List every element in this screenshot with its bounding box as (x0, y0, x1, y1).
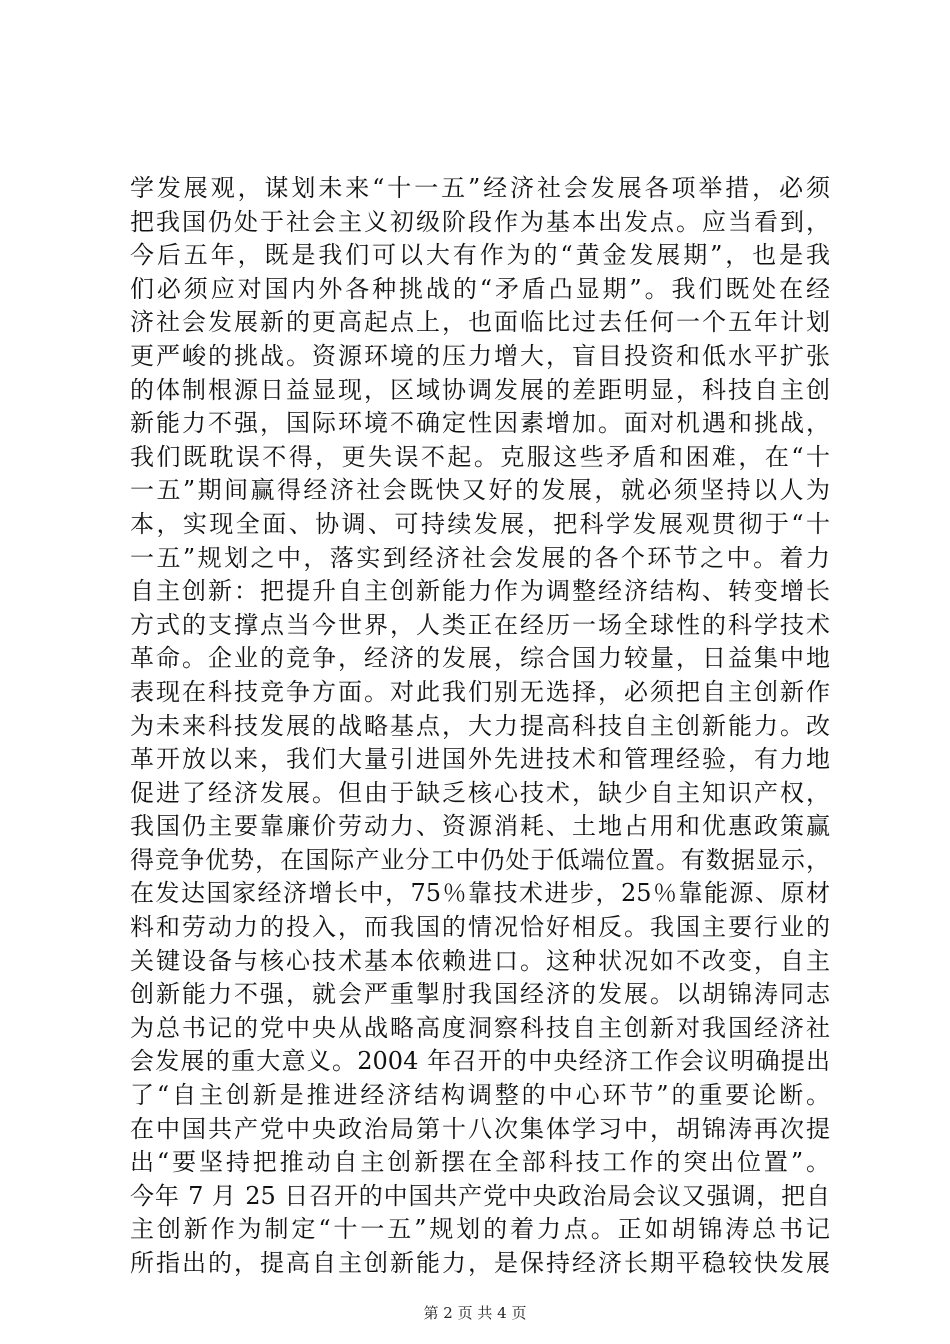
text-line: 为总书记的党中央从战略高度洞察科技自主创新对我国经济社 (130, 1013, 830, 1042)
text-line: 在中国共产党中央政治局第十八次集体学习中，胡锦涛再次提 (130, 1114, 830, 1143)
text-line: 主创新作为制定“十一五”规划的着力点。正如胡锦涛总书记 (130, 1215, 830, 1244)
page-number-label: 第 2 页 共 4 页 (423, 1304, 527, 1322)
text-line: 本，实现全面、协调、可持续发展，把科学发展观贯彻于“十 (130, 509, 830, 538)
text-line: 得竞争优势，在国际产业分工中仍处于低端位置。有数据显示， (130, 845, 830, 874)
text-line: 济社会发展新的更高起点上，也面临比过去任何一个五年计划 (130, 308, 830, 337)
text-line: 为未来科技发展的战略基点，大力提高科技自主创新能力。改 (130, 711, 830, 740)
text-line: 今年 7 月 25 日召开的中国共产党中央政治局会议又强调，把自 (130, 1181, 830, 1210)
text-line: 方式的支撑点当今世界，人类正在经历一场全球性的科学技术 (130, 610, 830, 639)
text-line: 所指出的，提高自主创新能力，是保持经济长期平稳较快发展 (130, 1249, 830, 1277)
text-line: 们必须应对国内外各种挑战的“矛盾凸显期”。我们既处在经 (130, 274, 830, 303)
text-line: 革开放以来，我们大量引进国外先进技术和管理经验，有力地 (130, 745, 830, 774)
text-line: 料和劳动力的投入，而我国的情况恰好相反。我国主要行业的 (130, 913, 830, 942)
page-footer (0, 1303, 950, 1323)
text-line: 的体制根源日益显现，区域协调发展的差距明显，科技自主创 (130, 375, 830, 404)
text-line: 我们既耽误不得，更失误不起。克服这些矛盾和困难，在“十 (130, 442, 830, 471)
text-line: 在发达国家经济增长中，75％靠技术进步，25％靠能源、原材 (130, 879, 830, 908)
body-text (130, 172, 830, 1281)
text-line: 革命。企业的竞争，经济的发展，综合国力较量，日益集中地 (130, 644, 830, 673)
text-line: 表现在科技竞争方面。对此我们别无选择，必须把自主创新作 (130, 677, 830, 706)
text-line: 把我国仍处于社会主义初级阶段作为基本出发点。应当看到， (130, 207, 830, 236)
text-line: 了“自主创新是推进经济结构调整的中心环节”的重要论断。 (130, 1081, 830, 1110)
text-line: 出“要坚持把推动自主创新摆在全部科技工作的突出位置”。 (130, 1148, 830, 1177)
text-line: 我国仍主要靠廉价劳动力、资源消耗、土地占用和优惠政策赢 (130, 812, 830, 841)
text-line: 创新能力不强，就会严重掣肘我国经济的发展。以胡锦涛同志 (130, 980, 830, 1009)
text-line: 促进了经济发展。但由于缺乏核心技术，缺少自主知识产权， (130, 778, 830, 807)
text-line: 学发展观，谋划未来“十一五”经济社会发展各项举措，必须 (130, 174, 830, 202)
text-line: 更严峻的挑战。资源环境的压力增大，盲目投资和低水平扩张 (130, 341, 830, 370)
text-line: 一五”期间赢得经济社会既快又好的发展，就必须坚持以人为 (130, 476, 830, 505)
text-line: 今后五年，既是我们可以大有作为的“黄金发展期”，也是我 (130, 241, 830, 270)
text-line: 一五”规划之中，落实到经济社会发展的各个环节之中。着力 (130, 543, 830, 572)
text-line: 会发展的重大意义。2004 年召开的中央经济工作会议明确提出 (130, 1047, 830, 1076)
text-line: 新能力不强，国际环境不确定性因素增加。面对机遇和挑战， (130, 409, 830, 438)
text-line: 关键设备与核心技术基本依赖进口。这种状况如不改变，自主 (130, 946, 830, 975)
text-line: 自主创新：把提升自主创新能力作为调整经济结构、转变增长 (130, 577, 830, 606)
